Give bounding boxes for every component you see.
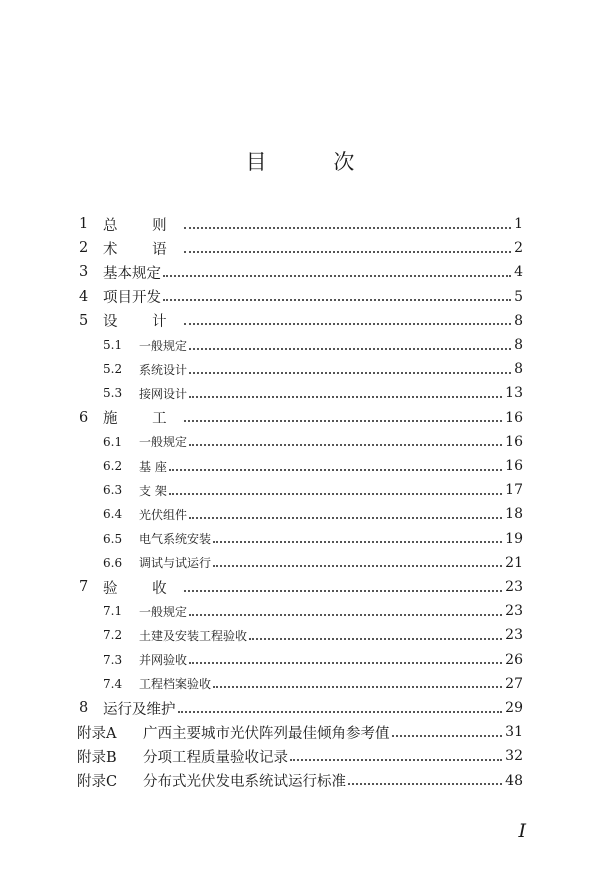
toc-entry-page: 32 (505, 748, 523, 765)
toc-entry-page: 21 (505, 554, 523, 571)
toc-entry-page: 13 (505, 385, 523, 402)
toc-entry-title: 光伏组件 (139, 507, 188, 522)
toc-entry-number: 6.2 (103, 459, 123, 473)
toc-entry[interactable] (0, 334, 600, 356)
toc-entry-title: 验 收 (103, 580, 182, 597)
toc-leader-dots (184, 226, 511, 229)
toc-entry-number: 7.2 (103, 628, 123, 643)
toc-entry-number: 附录B (77, 749, 117, 766)
toc-entry-page: 19 (505, 530, 523, 547)
toc-entry-number: 7.4 (103, 676, 123, 691)
toc-entry-title: 总 则 (103, 217, 182, 234)
toc-entry-title: 广西主要城市光伏阵列最佳倾角参考值 (143, 725, 390, 742)
toc-entry-number: 6.3 (103, 483, 123, 498)
toc-entry-number: 2 (79, 240, 89, 257)
toc-entry-number: 1 (79, 216, 89, 232)
toc-leader-dots (189, 661, 502, 664)
toc-entry-title: 设 计 (103, 314, 182, 331)
toc-entry-number: 5.2 (103, 362, 123, 377)
toc-entry-page: 16 (505, 409, 523, 426)
toc-entry-title: 电气系统安装 (139, 532, 212, 547)
toc-leader-dots (213, 685, 502, 688)
toc-entry-title: 分布式光伏发电系统试运行标准 (143, 774, 346, 791)
toc-entry-title: 支 架 (139, 483, 167, 498)
toc-leader-dots (184, 419, 503, 422)
toc-leader-dots (392, 734, 503, 737)
toc-entry-title: 分项工程质量验收记录 (143, 749, 288, 766)
toc-entry-title: 运行及维护 (103, 701, 176, 718)
toc-entry[interactable] (0, 261, 600, 283)
toc-entry-page: 16 (505, 433, 523, 450)
toc-leader-dots (169, 468, 502, 471)
toc-entry[interactable] (0, 431, 600, 453)
toc-entry-title: 一般规定 (139, 435, 188, 450)
toc-entry-title: 并网验收 (139, 653, 188, 668)
toc-leader-dots (189, 395, 502, 398)
toc-entry-title: 基本规定 (103, 265, 161, 282)
toc-entry-page: 23 (505, 603, 523, 620)
toc-entry-title: 施 工 (103, 411, 182, 428)
toc-entry-page: 26 (505, 651, 523, 668)
toc-entry[interactable] (0, 310, 600, 332)
toc-entry-number: 6.6 (103, 555, 123, 570)
toc-leader-dots (249, 637, 502, 640)
toc-entry-page: 8 (514, 312, 523, 329)
toc-entry[interactable] (0, 624, 600, 646)
toc-entry[interactable] (0, 213, 600, 235)
toc-leader-dots (184, 250, 511, 253)
toc-leader-dots (189, 613, 502, 616)
toc-entry-number: 5.1 (103, 338, 123, 352)
toc-entry[interactable] (0, 455, 600, 477)
toc-entry-title: 系统设计 (139, 362, 188, 377)
toc-entry-number: 7.3 (103, 652, 123, 667)
toc-leader-dots (213, 564, 502, 567)
toc-entry-title: 项目开发 (103, 290, 161, 307)
toc-entry-page: 8 (514, 337, 523, 353)
toc-entry-page: 8 (514, 361, 523, 378)
toc-leader-dots (189, 371, 511, 374)
toc-entry-page: 23 (505, 579, 523, 595)
toc-entry[interactable] (0, 237, 600, 259)
toc-entry[interactable] (0, 286, 600, 308)
toc-entry-page: 29 (505, 700, 523, 716)
toc-entry-title: 一般规定 (139, 338, 188, 353)
toc-entry[interactable] (0, 552, 600, 574)
toc-leader-dots (213, 540, 502, 543)
toc-entry-page: 27 (505, 675, 523, 692)
toc-entry-number: 附录C (77, 774, 118, 791)
toc-entry[interactable] (0, 407, 600, 429)
page-title: 目 次 (245, 150, 385, 174)
toc-entry[interactable] (0, 697, 600, 719)
toc-entry-page: 1 (514, 216, 523, 232)
toc-entry[interactable] (0, 528, 600, 550)
toc-entry-title: 土建及安装工程验收 (139, 628, 248, 643)
toc-entry[interactable] (0, 576, 600, 598)
toc-entry-number: 5 (79, 312, 89, 329)
toc-entry[interactable] (0, 721, 600, 743)
toc-entry[interactable] (0, 479, 600, 501)
toc-leader-dots (184, 589, 503, 592)
toc-entry-page: 16 (505, 458, 523, 474)
toc-entry-title: 基 座 (139, 459, 167, 474)
toc-entry-title: 一般规定 (139, 604, 188, 619)
toc-entry-number: 6.5 (103, 531, 123, 546)
toc-entry-number: 附录A (77, 725, 117, 742)
toc-entry-page: 17 (505, 482, 523, 499)
toc-entry-title: 工程档案验收 (139, 677, 212, 692)
toc-entry[interactable] (0, 503, 600, 525)
toc-entry-title: 接网设计 (139, 386, 188, 401)
toc-leader-dots (189, 516, 502, 519)
toc-entry[interactable] (0, 600, 600, 622)
toc-entry-page: 5 (514, 288, 523, 305)
toc-leader-dots (348, 782, 502, 785)
toc-leader-dots (178, 710, 503, 713)
toc-entry[interactable] (0, 382, 600, 404)
toc-entry-number: 6 (79, 409, 89, 426)
toc-leader-dots (169, 492, 502, 495)
toc-leader-dots (189, 443, 502, 446)
toc-entry-number: 4 (79, 288, 89, 305)
toc-leader-dots (290, 758, 502, 761)
toc-entry-page: 48 (505, 772, 523, 789)
toc-entry-number: 6.1 (103, 434, 123, 449)
toc-leader-dots (189, 347, 511, 350)
toc-entry[interactable] (0, 358, 600, 380)
toc-entry[interactable] (0, 770, 600, 792)
toc-entry[interactable] (0, 745, 600, 767)
toc-entry[interactable] (0, 673, 600, 695)
toc-entry-number: 8 (79, 700, 89, 716)
toc-leader-dots (163, 274, 511, 277)
toc-entry-page: 4 (514, 264, 523, 281)
toc-entry-title: 调试与试运行 (139, 556, 212, 571)
toc-entry-page: 31 (505, 724, 523, 741)
toc-leader-dots (163, 298, 511, 301)
toc-entry-page: 2 (514, 240, 523, 257)
toc-leader-dots (184, 322, 511, 325)
toc-entry[interactable] (0, 649, 600, 671)
toc-entry-number: 7.1 (103, 604, 123, 619)
toc-entry-number: 7 (79, 579, 89, 595)
toc-entry-number: 3 (79, 264, 89, 281)
toc-entry-page: 18 (505, 506, 523, 523)
toc-entry-number: 5.3 (103, 386, 123, 401)
toc-entry-number: 6.4 (103, 507, 123, 522)
toc-entry-title: 术 语 (103, 241, 182, 258)
toc-entry-page: 23 (505, 627, 523, 644)
page-folio: I (518, 820, 526, 842)
